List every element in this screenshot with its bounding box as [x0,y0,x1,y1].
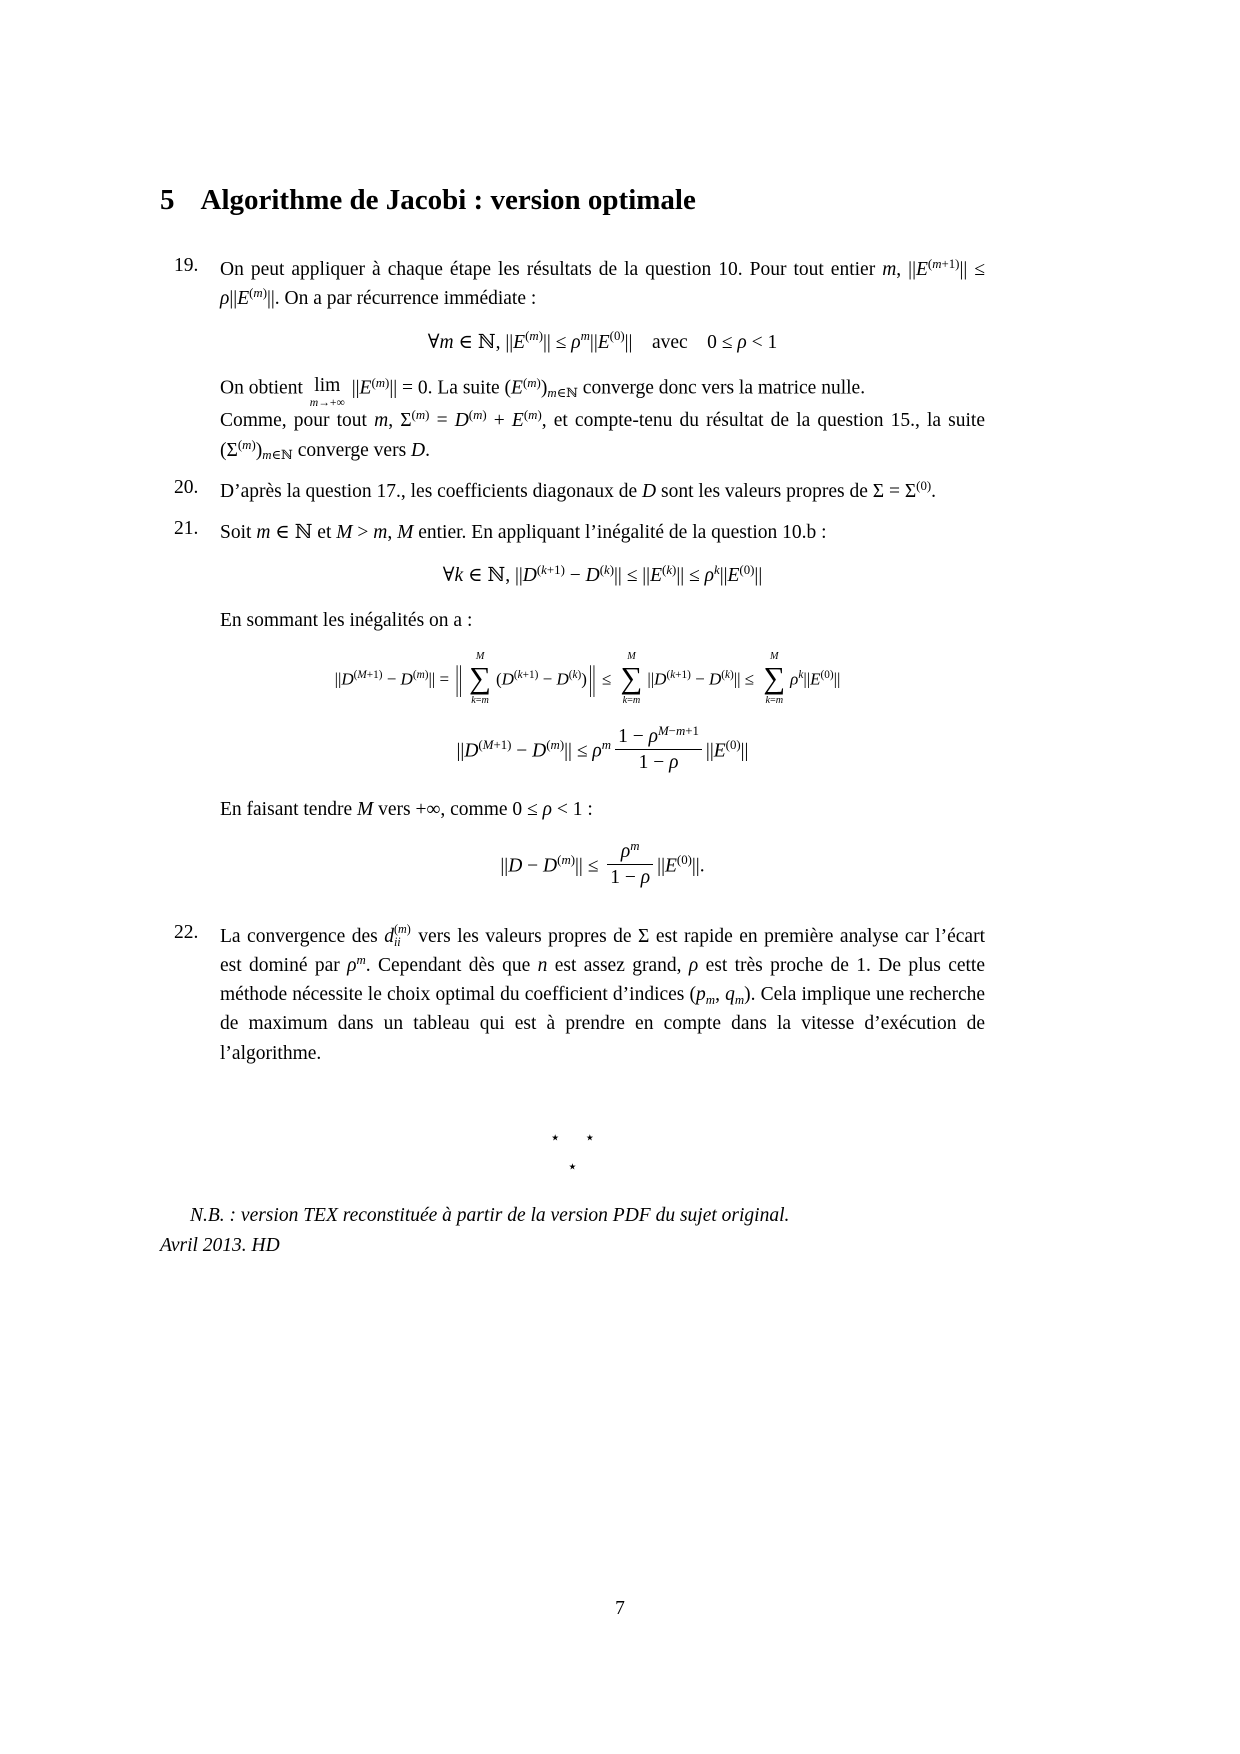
question-item [160,922,985,1068]
question-body [220,922,985,1068]
footer-note [160,1201,985,1261]
question-body [220,255,985,465]
question-list [160,255,985,1068]
paragraph: On peut appliquer à chaque étape les résultats de la question 10. Pour tout entier m, $||E^{(m+1)}|| \le \rho||E^{(m)}||$. On a par récurrence immédiate : [220,256,985,310]
section-title [160,184,985,217]
paragraph: Comme, pour tout m, $\Sigma^{(m)} = D^{(m)} + E^{(m)}$, et compte-tenu du résultat de la question 15., la suite $(\Sigma^{(m)})_{m\in ℕ}$ converge vers D. [220,408,986,463]
display-formula: ∀k ∈ ℕ, $||D^{(k+1)} - D^{(k)}|| \le ||E^{(k)}|| \le \rho^k||E^{(0)}||$ [442,563,763,587]
star-row-top [160,1128,985,1148]
display-formula: $||D - D^{(m)}||$ ≤ $\frac{\rho^m}{1 - \rho}$ $||E^{(0)}||$. [220,841,985,893]
paragraph: En sommant les inégalités on a : [220,609,473,631]
paragraph: En faisant tendre M vers +∞, comme 0 ≤ ρ < 1 : [220,798,593,820]
question-body [220,477,985,506]
display-formula: ∀m ∈ ℕ, $||E^{(m)}|| \le \rho^m||E^{(0)}||$ avec 0 ≤ ρ < 1 [427,329,778,353]
star-icon: ⋆ [549,1127,561,1147]
page-content [160,184,985,1261]
display-formula: $||D^{(M+1)} - D^{(m)}|| \le \rho^m$ $\frac{1 - \rho^{M-m+1}}{1 - \rho}$ $||E^{(0)}||$ [220,726,985,778]
footer-note-line1: N.B. : version TEX reconstituée à partir de la version PDF du sujet original. [190,1204,790,1226]
star-icon: ⋆ [567,1156,578,1176]
paragraph: Soit m ∈ ℕ et M > m, M entier. En appliquant l’inégalité de la question 10.b : [220,522,827,544]
footer-note-line2: Avril 2013. HD [160,1235,280,1257]
display-formula: $||D^{(M+1)} - D^{(m)}||$ = || M ∑ k=m $(D^{(k+1)} - D^{(k)})$ || ≤ M ∑ k=m $||D^{(k+1)} - D^{(k)}||$ ≤ M ∑ k=m $\rho^k||E^{(0)}||$ [334,651,841,706]
star-icon: ⋆ [584,1127,596,1147]
question-item [160,255,985,465]
question-body [220,518,985,910]
question-number: 21. [174,518,199,540]
paragraph: D’après la question 17., les coefficients diagonaux de D sont les valeurs propres de $\Sigma = \Sigma^{(0)}$. [220,478,937,502]
question-number: 20. [174,476,199,498]
page-number: 7 [615,1598,625,1619]
paragraph: On obtient lim m→+∞ $||E^{(m)}|| = 0$. La suite $(E^{(m)})_{m\in ℕ}$ converge donc vers la matrice nulle. [220,374,866,410]
star-row-bottom [160,1157,985,1177]
section-number: 5 [160,184,175,216]
section-title-text: Algorithme de Jacobi : version optimale [200,184,696,216]
paragraph: La convergence des d (m) ii vers les valeurs propres de Σ est rapide en première analyse car l’écart est dominé par $\rho^m$. Cependant dès que n est assez grand, ρ est très proche de 1. De plus cette méthode nécessite le choix optimal du coefficient d’indices ($p_m$, $q_m$). Cela implique une recherche de maximum dans un tableau qui est à prendre en compte dans la vitesse d’exécution de l’algorithme. [220,921,986,1064]
question-item [160,477,985,506]
star-separator [160,1128,985,1177]
question-item [160,518,985,910]
question-number: 22. [174,921,199,943]
question-number: 19. [174,255,199,276]
